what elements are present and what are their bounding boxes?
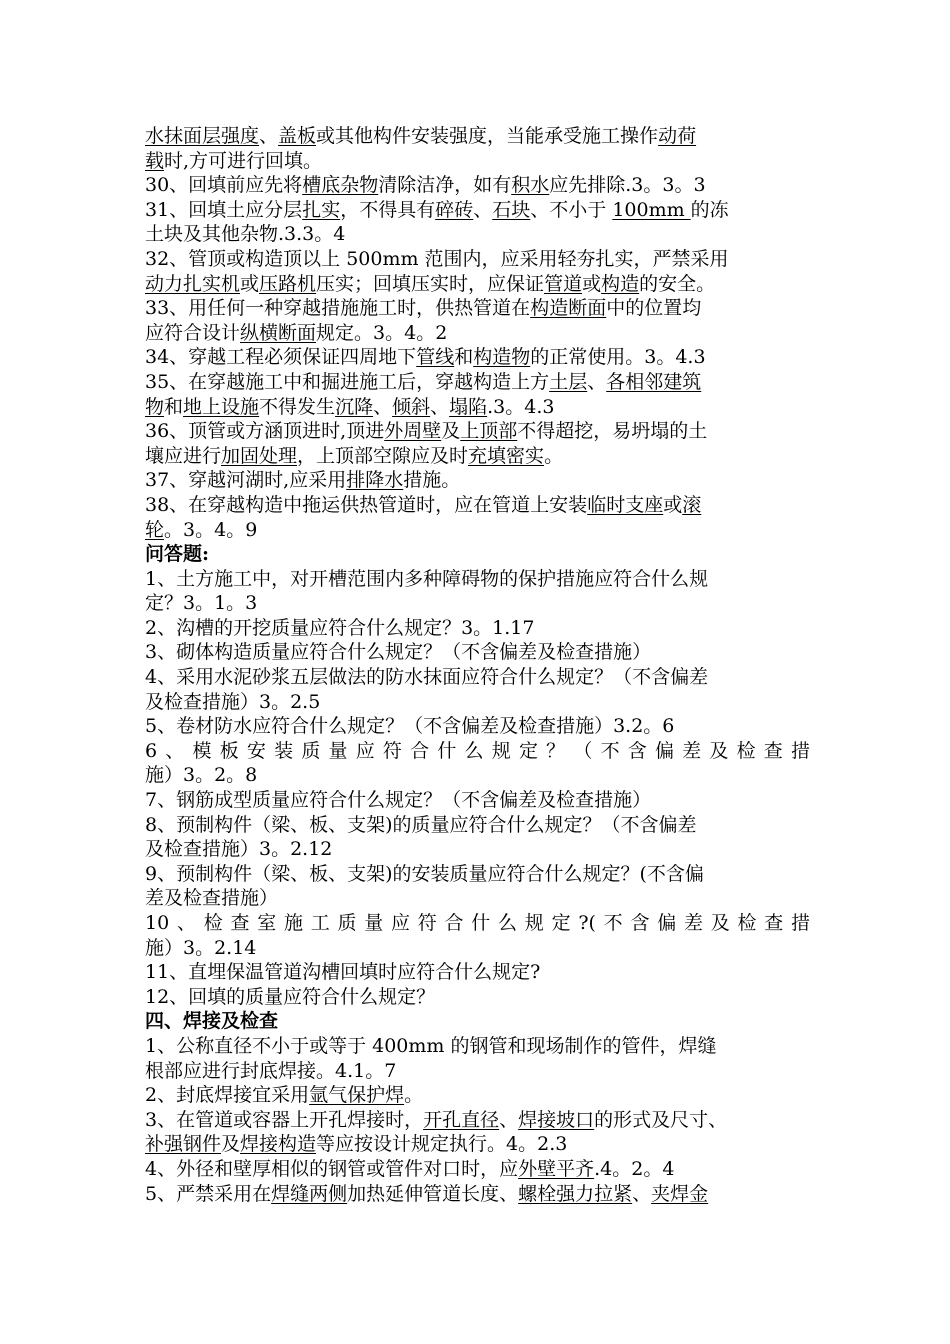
underlined-term: 焊接坡口 — [518, 1108, 595, 1131]
underlined-term: 100mm — [612, 198, 691, 221]
underlined-term: 压路机 — [259, 272, 317, 295]
underlined-term: 外壁平齐 — [518, 1157, 595, 1180]
underlined-term: 土层 — [549, 370, 588, 393]
text-run: 、 — [473, 198, 493, 221]
text-run: 30、回填前应先将 — [145, 174, 303, 197]
text-run: 清除洁净，如有 — [378, 174, 512, 197]
text-run: 、 — [587, 370, 607, 393]
text-line — [145, 960, 810, 985]
text-line — [145, 862, 810, 887]
text-run: 、 — [632, 1182, 652, 1205]
text-run: 、 — [373, 395, 393, 418]
text-run: 及 — [441, 420, 461, 443]
text-run: 2、封底焊接宜采用 — [145, 1084, 310, 1107]
text-run: 土块及其他杂物.3.3。4 — [145, 223, 346, 246]
document-page — [145, 124, 810, 1206]
text-run: 2、沟槽的开挖质量应符合什么规定？3。1.17 — [145, 616, 535, 639]
text-line — [145, 591, 810, 616]
text-line — [145, 345, 810, 370]
text-run: 应符合设计 — [145, 321, 241, 344]
underlined-term: 盖板 — [278, 125, 317, 147]
text-run: 的冻 — [690, 198, 729, 221]
text-run: 规定。3。4。2 — [316, 321, 448, 344]
text-line — [145, 542, 810, 567]
underlined-term: 石块 — [492, 198, 531, 221]
text-run: 3、在管道或容器上开孔焊接时， — [145, 1108, 424, 1131]
text-line — [145, 1009, 810, 1034]
underlined-term: 补强钢件 — [145, 1133, 222, 1156]
underlined-term: 夹焊金 — [651, 1182, 709, 1205]
text-line — [145, 1083, 810, 1108]
text-line — [145, 370, 810, 395]
text-run: 等应按设计规定执行。4。2.3 — [316, 1133, 568, 1156]
underlined-term: 滚 — [682, 493, 702, 516]
text-run: 5、卷材防水应符合什么规定？（不含偏差及检查措施）3.2。6 — [145, 715, 675, 738]
text-run: 。 — [544, 444, 564, 467]
underlined-term: 排降水 — [346, 469, 404, 492]
text-run: 36、顶管或方涵顶进时,顶进 — [145, 420, 385, 443]
text-run: 施）3。2。8 — [145, 764, 258, 787]
text-run: 及 — [221, 1133, 241, 1156]
underlined-term: 积水 — [511, 174, 550, 197]
text-run: 时,方可进行回填。 — [164, 149, 323, 172]
text-run: 差及检查措施） — [145, 887, 279, 910]
underlined-term: 槽底杂物 — [302, 174, 379, 197]
underlined-term: 载 — [145, 149, 165, 172]
text-line — [145, 813, 810, 838]
text-run: ，不得具有 — [340, 198, 436, 221]
underlined-term: 螺栓强力拉紧 — [518, 1182, 633, 1205]
text-line — [145, 837, 810, 862]
text-line — [145, 665, 810, 690]
text-line — [145, 788, 810, 813]
text-line — [145, 714, 810, 739]
text-run: 压实；回填压实时，应保证 — [316, 272, 545, 295]
underlined-term: 开孔直径 — [423, 1108, 500, 1131]
text-run: 和 — [164, 395, 184, 418]
underlined-term: 上顶部 — [460, 420, 518, 443]
text-run: 33、用任何一种穿越措施施工时，供热管道在 — [145, 297, 531, 320]
underlined-term: 外周壁 — [384, 420, 442, 443]
text-run: 9、预制构件（梁、板、支架)的安装质量应符合什么规定？(不含偏 — [145, 862, 704, 885]
text-line — [145, 419, 810, 444]
text-run: 应先排除.3。3。3 — [549, 174, 706, 197]
text-run: 壤应进行 — [145, 444, 222, 467]
text-line — [145, 247, 810, 272]
text-run: 38、在穿越构造中拖运供热管道时，应在管道上安装 — [145, 493, 588, 516]
underlined-term: 焊接构造 — [240, 1133, 317, 1156]
text-run: 中的位置均 — [606, 297, 702, 320]
text-run: 34、穿越工程必须保证四周地下 — [145, 346, 417, 369]
text-line — [145, 567, 810, 592]
text-line — [145, 763, 810, 788]
text-run: 、 — [259, 125, 279, 147]
text-run: 不得超挖，易坍塌的土 — [517, 420, 708, 443]
text-line — [145, 1059, 810, 1084]
text-line — [145, 296, 810, 321]
text-run: ，上顶部空隙应及时 — [297, 444, 469, 467]
underlined-term: 水抹面层强度 — [145, 125, 260, 147]
underlined-term: 动力扎实机 — [145, 272, 241, 295]
text-run: 、不小于 — [530, 198, 613, 221]
text-line — [145, 198, 810, 223]
underlined-term: 轮 — [145, 518, 165, 541]
text-run: 或其他构件安装强度，当能承受施工操作 — [316, 125, 659, 147]
underlined-term: 加固处理 — [221, 444, 298, 467]
text-run: 、 — [499, 1108, 519, 1131]
underlined-term: 扎实 — [302, 198, 341, 221]
underlined-term: 地上设施 — [183, 395, 260, 418]
text-run: 11、直埋保温管道沟槽回填时应符合什么规定? — [145, 961, 541, 984]
text-run: 3、砌体构造质量应符合什么规定？（不含偏差及检查措施） — [145, 641, 652, 664]
text-line — [145, 911, 810, 936]
section-heading: 问答题: — [145, 543, 210, 566]
text-line — [145, 985, 810, 1010]
text-run: 32、管顶或构造顶以上 500mm 范围内，应采用轻夯扎实，严禁采用 — [145, 247, 729, 270]
text-run: 7、钢筋成型质量应符合什么规定？（不含偏差及检查措施） — [145, 789, 652, 812]
text-line — [145, 1108, 810, 1133]
underlined-term: 构造物 — [473, 346, 531, 369]
text-run: 8、预制构件（梁、板、支架)的质量应符合什么规定？（不含偏差 — [145, 813, 697, 836]
text-run: 和 — [454, 346, 474, 369]
text-run: 及检查措施）3。2.5 — [145, 690, 321, 713]
text-run: 根部应进行封底焊接。4.1。7 — [145, 1059, 397, 1082]
text-line — [145, 616, 810, 641]
text-line — [145, 1182, 810, 1207]
text-run: 1、公称直径不小于或等于 400mm 的钢管和现场制作的管件，焊缝 — [145, 1034, 717, 1057]
text-run: 的安全。 — [639, 272, 716, 295]
text-line — [145, 468, 810, 493]
text-line — [145, 222, 810, 247]
text-run: 4、采用水泥砂浆五层做法的防水抹面应符合什么规定？（不含偏差 — [145, 666, 709, 689]
text-run: 4、外径和壁厚相似的钢管或管件对口时，应 — [145, 1157, 519, 1180]
text-run: 或 — [582, 272, 602, 295]
text-line — [145, 518, 810, 543]
text-run: 的形式及尺寸、 — [594, 1108, 728, 1131]
underlined-term: 沉降 — [335, 395, 374, 418]
text-run: .4。2。4 — [594, 1157, 675, 1180]
underlined-term: 碎砖 — [435, 198, 474, 221]
text-run: 1、土方施工中，对开槽范围内多种障碍物的保护措施应符合什么规 — [145, 567, 709, 590]
text-run: 定？3。1。3 — [145, 592, 258, 615]
text-line — [145, 173, 810, 198]
text-line — [145, 493, 810, 518]
underlined-term: 各相邻建筑 — [606, 370, 702, 393]
underlined-term: 动荷 — [658, 125, 697, 147]
text-run: 、 — [430, 395, 450, 418]
text-line — [145, 690, 810, 715]
text-line — [145, 1034, 810, 1059]
text-line — [145, 124, 810, 149]
text-line — [145, 395, 810, 420]
text-line — [145, 444, 810, 469]
underlined-term: 构造断面 — [530, 297, 607, 320]
underlined-term: 物 — [145, 395, 165, 418]
text-line — [145, 936, 810, 961]
text-run: 。 — [404, 1084, 424, 1107]
underlined-term: 塌陷 — [449, 395, 488, 418]
underlined-term: 构造 — [601, 272, 640, 295]
text-run: 的正常使用。3。4.3 — [530, 346, 706, 369]
text-run: .3。4.3 — [487, 395, 555, 418]
text-run: 12、回填的质量应符合什么规定？ — [145, 985, 436, 1008]
underlined-term: 管线 — [416, 346, 455, 369]
text-line — [145, 321, 810, 346]
underlined-term: 纵横断面 — [240, 321, 317, 344]
text-line — [145, 1157, 810, 1182]
text-run: 或 — [240, 272, 260, 295]
text-run: 或 — [663, 493, 683, 516]
text-line — [145, 272, 810, 297]
text-line — [145, 886, 810, 911]
text-line — [145, 1132, 810, 1157]
text-run: 施）3。2.14 — [145, 936, 257, 959]
underlined-term: 氩气保护焊 — [309, 1084, 405, 1107]
text-run: 不得发生 — [259, 395, 336, 418]
text-run: 35、在穿越施工中和掘进施工后，穿越构造上方 — [145, 370, 550, 393]
text-run: 31、回填土应分层 — [145, 198, 303, 221]
text-run: 5、严禁采用在 — [145, 1182, 272, 1205]
text-line — [145, 739, 810, 764]
section-heading: 四、焊接及检查 — [145, 1010, 279, 1033]
text-run: 及检查措施）3。2.12 — [145, 838, 333, 861]
text-run: 加热延伸管道长度、 — [347, 1182, 519, 1205]
text-line — [145, 640, 810, 665]
underlined-term: 临时支座 — [587, 493, 664, 516]
text-run: 措施。 — [403, 469, 461, 492]
underlined-term: 倾斜 — [392, 395, 431, 418]
underlined-term: 管道 — [544, 272, 583, 295]
text-run: 。3。4。9 — [164, 518, 258, 541]
text-run: 6、模板安装质量应符合什么规定？（不含偏差及检查措 — [145, 739, 810, 762]
text-run: 10、检查室施工质量应符合什么规定?(不含偏差及检查措 — [145, 912, 810, 934]
underlined-term: 焊缝两侧 — [271, 1182, 348, 1205]
text-line — [145, 149, 810, 174]
underlined-term: 充填密实 — [468, 444, 545, 467]
text-run: 37、穿越河湖时,应采用 — [145, 469, 347, 492]
